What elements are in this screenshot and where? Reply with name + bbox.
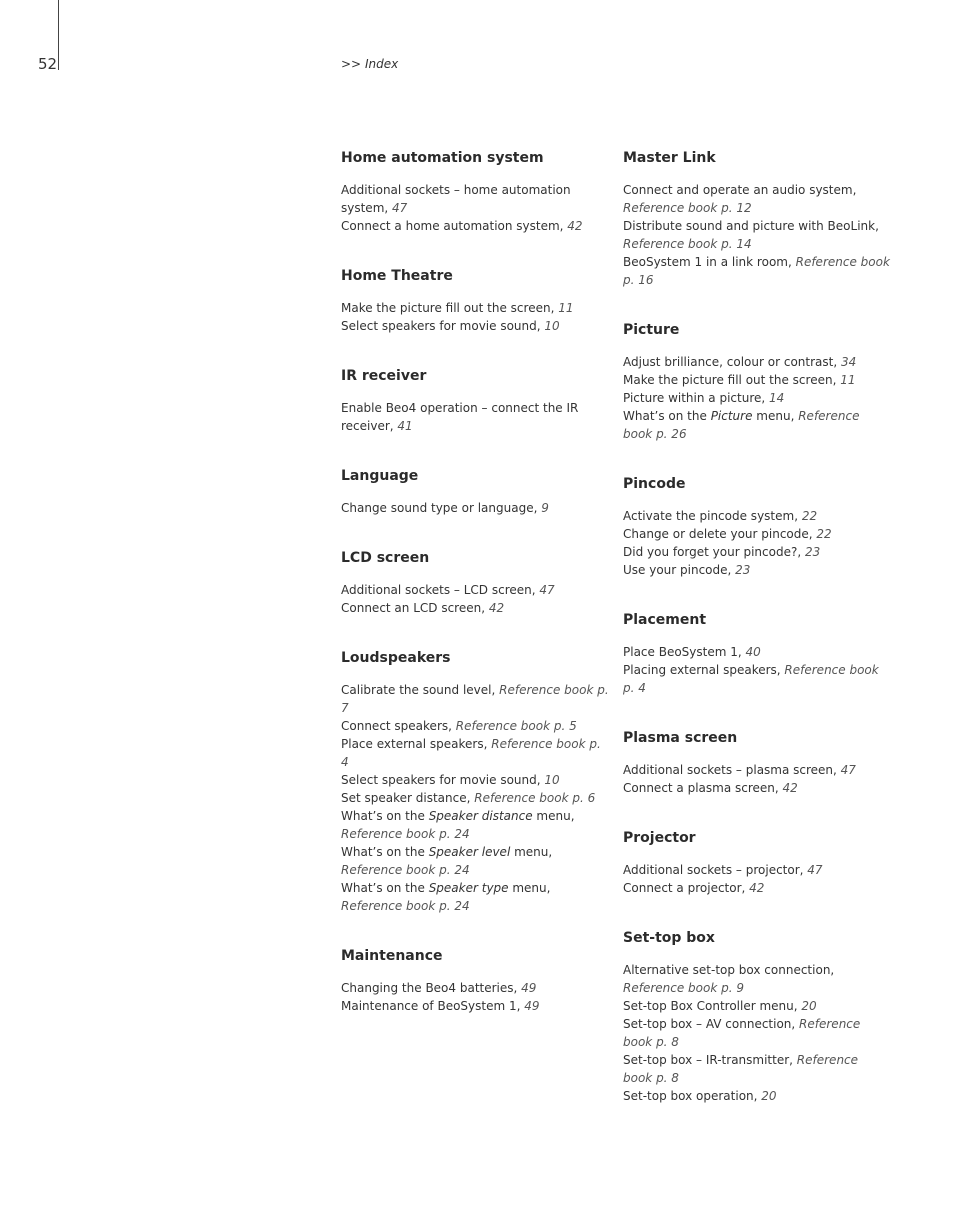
entry-list: [341, 581, 609, 617]
index-section: [623, 321, 891, 443]
entry-text: Change sound type or language,: [341, 501, 542, 515]
entry-text: Select speakers for movie sound,: [341, 773, 545, 787]
menu-name: Speaker distance: [428, 809, 533, 823]
index-entry: [623, 879, 891, 897]
entry-text: BeoSystem 1 in a link room,: [623, 255, 796, 269]
index-entry: [623, 761, 891, 779]
entry-text: Alternative set-top box connection,: [623, 963, 835, 977]
index-entry: [623, 371, 891, 389]
page-reference: Reference book p. 8: [623, 1053, 859, 1085]
entry-text: Change or delete your pincode,: [623, 527, 817, 541]
entry-list: [341, 181, 609, 235]
index-entry: [623, 253, 891, 289]
page-reference: Reference book p. 26: [623, 409, 860, 441]
page-reference: 42: [782, 781, 798, 795]
page-reference: 11: [840, 373, 856, 387]
breadcrumb: [341, 57, 398, 71]
index-section: [341, 649, 609, 915]
index-section: [341, 549, 609, 617]
entry-list: [341, 299, 609, 335]
entry-list: [623, 861, 891, 897]
section-heading: LCD screen: [341, 550, 430, 566]
index-entry: [623, 525, 891, 543]
section-heading: Plasma screen: [623, 730, 738, 746]
page-reference: 23: [735, 563, 751, 577]
entry-text: Set-top box – IR-transmitter,: [623, 1053, 797, 1067]
section-heading: Master Link: [623, 150, 716, 166]
page-rule: [58, 0, 59, 70]
index-entry: [623, 661, 891, 697]
page-reference: 34: [840, 355, 857, 369]
index-section: [623, 929, 891, 1105]
page-reference: 40: [745, 645, 761, 659]
index-entry: [623, 389, 891, 407]
page-reference: 47: [539, 583, 555, 597]
index-section: [623, 829, 891, 897]
entry-list: [623, 643, 891, 697]
page-reference: 49: [521, 981, 537, 995]
page-reference: 47: [840, 763, 856, 777]
section-heading: Picture: [623, 322, 680, 338]
index-entry: [341, 789, 609, 807]
entry-text: Connect speakers,: [341, 719, 456, 733]
index-entry: [623, 1015, 891, 1051]
entry-text: Connect a projector,: [623, 881, 750, 895]
index-column-left: [341, 149, 609, 1015]
page-reference: Reference book p. 12: [623, 201, 752, 215]
page-reference: 41: [397, 419, 413, 433]
entry-text: Set-top box – AV connection,: [623, 1017, 800, 1031]
entry-text: Adjust brilliance, colour or contrast,: [623, 355, 841, 369]
entry-text: What’s on the: [341, 845, 429, 859]
entry-text: menu,: [752, 409, 799, 423]
page-reference: 47: [807, 863, 823, 877]
index-entry: [623, 507, 891, 525]
page-reference: 20: [801, 999, 817, 1013]
page-reference: Reference book p. 24: [341, 827, 470, 841]
page-reference: Reference book p. 24: [341, 863, 470, 877]
page-reference: Reference book p. 14: [623, 237, 752, 251]
index-entry: [341, 681, 609, 717]
entry-list: [341, 681, 609, 915]
index-entry: [623, 561, 891, 579]
page-reference: 22: [801, 509, 818, 523]
entry-list: [623, 507, 891, 579]
breadcrumb-title: Index: [364, 57, 399, 71]
index-entry: [341, 997, 609, 1015]
section-heading: Home Theatre: [341, 268, 453, 284]
page-reference: Reference book p. 4: [623, 663, 879, 695]
entry-text: Activate the pincode system,: [623, 509, 802, 523]
page-reference: 11: [558, 301, 574, 315]
index-section: [341, 267, 609, 335]
entry-text: Set speaker distance,: [341, 791, 475, 805]
entry-list: [341, 979, 609, 1015]
entry-text: Connect and operate an audio system,: [623, 183, 857, 197]
index-entry: [341, 217, 609, 235]
index-entry: [623, 181, 891, 217]
page-reference: Reference book p. 4: [341, 737, 601, 769]
page-reference: 42: [488, 601, 505, 615]
menu-name: Speaker level: [428, 845, 511, 859]
entry-text: Enable Beo4 operation – connect the IR receiver,: [341, 401, 579, 433]
section-heading: IR receiver: [341, 368, 427, 384]
page-reference: Reference book p. 24: [341, 899, 470, 913]
section-heading: Set-top box: [623, 930, 715, 946]
entry-text: Additional sockets – plasma screen,: [623, 763, 841, 777]
index-entry: [341, 807, 609, 843]
section-heading: Projector: [623, 830, 696, 846]
entry-text: What’s on the: [341, 809, 429, 823]
entry-text: Connect a plasma screen,: [623, 781, 783, 795]
page-reference: 10: [544, 319, 560, 333]
index-entry: [623, 407, 891, 443]
index-entry: [341, 399, 609, 435]
entry-list: [623, 353, 891, 443]
index-entry: [623, 543, 891, 561]
index-entry: [341, 735, 609, 771]
entry-text: Calibrate the sound level,: [341, 683, 500, 697]
index-section: [623, 475, 891, 579]
index-entry: [341, 771, 609, 789]
index-entry: [623, 779, 891, 797]
index-entry: [341, 499, 609, 517]
page-reference: 20: [761, 1089, 777, 1103]
page-reference: 47: [392, 201, 408, 215]
index-entry: [341, 599, 609, 617]
entry-list: [623, 761, 891, 797]
page-reference: Reference book p. 9: [623, 981, 744, 995]
page-reference: Reference book p. 8: [623, 1017, 861, 1049]
entry-text: Set-top box operation,: [623, 1089, 762, 1103]
index-entry: [341, 317, 609, 335]
index-entry: [623, 353, 891, 371]
index-entry: [341, 717, 609, 735]
index-entry: [623, 1051, 891, 1087]
index-entry: [623, 217, 891, 253]
menu-name: Picture: [710, 409, 753, 423]
entry-text: What’s on the: [623, 409, 711, 423]
section-heading: Placement: [623, 612, 707, 628]
entry-text: Connect a home automation system,: [341, 219, 568, 233]
index-section: [341, 367, 609, 435]
section-heading: Language: [341, 468, 419, 484]
entry-list: [623, 181, 891, 289]
entry-text: Place BeoSystem 1,: [623, 645, 746, 659]
index-section: [341, 467, 609, 517]
index-section: [341, 947, 609, 1015]
entry-text: Use your pincode,: [623, 563, 736, 577]
page-reference: Reference book p. 7: [341, 683, 609, 715]
entry-list: [341, 399, 609, 435]
section-heading: Home automation system: [341, 150, 544, 166]
page-reference: 42: [749, 881, 765, 895]
section-heading: Pincode: [623, 476, 686, 492]
entry-text: menu,: [532, 809, 575, 823]
entry-text: Set-top Box Controller menu,: [623, 999, 802, 1013]
index-entry: [623, 997, 891, 1015]
index-entry: [341, 299, 609, 317]
page-reference: Reference book p. 6: [474, 791, 596, 805]
page-reference: Reference book p. 5: [455, 719, 577, 733]
page-reference: 42: [567, 219, 583, 233]
breadcrumb-prefix: >>: [341, 57, 365, 71]
page-reference: 9: [541, 501, 549, 515]
index-column-right: [623, 149, 891, 1105]
entry-text: Placing external speakers,: [623, 663, 785, 677]
menu-name: Speaker type: [428, 881, 509, 895]
page-reference: Reference book p. 16: [623, 255, 890, 287]
entry-text: Maintenance of BeoSystem 1,: [341, 999, 525, 1013]
index-entry: [341, 843, 609, 879]
index-section: [341, 149, 609, 235]
entry-list: [341, 499, 609, 517]
index-section: [623, 611, 891, 697]
entry-text: Make the picture fill out the screen,: [623, 373, 841, 387]
entry-text: Additional sockets – projector,: [623, 863, 808, 877]
entry-text: Connect an LCD screen,: [341, 601, 489, 615]
entry-text: Picture within a picture,: [623, 391, 770, 405]
entry-text: menu,: [510, 845, 553, 859]
entry-text: Changing the Beo4 batteries,: [341, 981, 522, 995]
index-entry: [341, 979, 609, 997]
index-entry: [623, 643, 891, 661]
index-section: [623, 149, 891, 289]
entry-text: Additional sockets – home automation system,: [341, 183, 571, 215]
index-entry: [623, 1087, 891, 1105]
entry-text: What’s on the: [341, 881, 429, 895]
index-entry: [341, 181, 609, 217]
page-reference: 49: [524, 999, 540, 1013]
page-reference: 23: [804, 545, 821, 559]
section-heading: Loudspeakers: [341, 650, 451, 666]
index-entry: [341, 581, 609, 599]
index-entry: [341, 879, 609, 915]
entry-text: Did you forget your pincode?,: [623, 545, 805, 559]
entry-text: Select speakers for movie sound,: [341, 319, 545, 333]
entry-text: menu,: [508, 881, 551, 895]
entry-list: [623, 961, 891, 1105]
page-reference: 14: [769, 391, 785, 405]
index-entry: [623, 861, 891, 879]
section-heading: Maintenance: [341, 948, 443, 964]
page-reference: 10: [544, 773, 560, 787]
index-entry: [623, 961, 891, 997]
page-number: 52: [38, 55, 58, 73]
entry-text: Make the picture fill out the screen,: [341, 301, 559, 315]
entry-text: Distribute sound and picture with BeoLink,: [623, 219, 879, 233]
entry-text: Additional sockets – LCD screen,: [341, 583, 540, 597]
page-reference: 22: [816, 527, 832, 541]
index-section: [623, 729, 891, 797]
entry-text: Place external speakers,: [341, 737, 492, 751]
